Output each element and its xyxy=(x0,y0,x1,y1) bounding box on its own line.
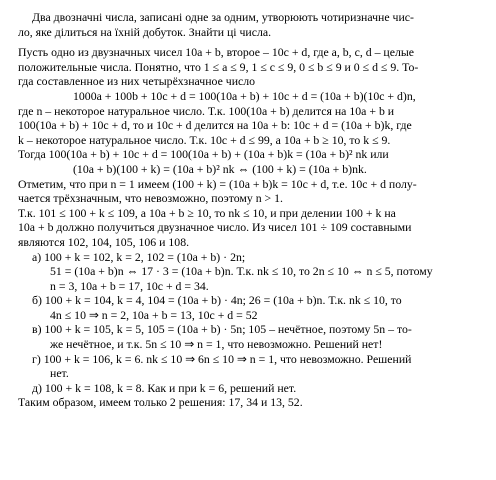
solution-line: Пусть одно из двузначных чисел 10a + b, второе – 10c + d, где a, b, c, d – целые xyxy=(18,45,415,60)
solution-text xyxy=(18,45,484,249)
case-line: n = 3, 10a + b = 17, 10c + d = 34. xyxy=(50,278,209,293)
cases-list xyxy=(18,250,484,396)
case-line: д) 100 + k = 108, k = 8. Как и при k = 6, решений нет. xyxy=(32,380,297,395)
problem-line: Два двозначні числа, записані одне за одним, утворюють чотиризначне чис- xyxy=(32,10,414,24)
case-line: же нечётное, и т.к. 5n ≤ 10 ⇒ n = 1, что невозможно. Решений нет! xyxy=(50,337,383,352)
conclusion-line: Таким образом, имеем только 2 решения: 17, 34 и 13, 52. xyxy=(18,395,303,410)
case-line: нет. xyxy=(50,366,69,381)
solution-line: k – некоторое натуральное число. Т.к. 10c + d ≤ 99, а 10a + b ≥ 10, то k ≤ 9. xyxy=(18,132,391,147)
solution-line: Т.к. 101 ≤ 100 + k ≤ 109, а 10a + b ≥ 10, то nk ≤ 10, и при делении 100 + k на xyxy=(18,205,396,220)
equation-line: (10a + b)(100 + k) = (10a + b)² nk ⇔ (100 + k) = (10a + b)nk. xyxy=(73,161,367,176)
case-line: в) 100 + k = 105, k = 5, 105 = (10a + b) · 5n; 105 – нечётное, поэтому 5n – то- xyxy=(32,322,412,337)
solution-line: Тогда 100(10a + b) + 10c + d = 100(10a + b) + (10a + b)k = (10a + b)² nk или xyxy=(18,147,389,162)
solution-line: где n – некоторое натуральное число. Т.к. 100(10a + b) делится на 10a + b и xyxy=(18,103,395,118)
solution-line: гда составленное из них четырёхзначное число xyxy=(18,74,256,89)
case-line: г) 100 + k = 106, k = 6. nk ≤ 10 ⇒ 6n ≤ 10 ⇒ n = 1, что невозможно. Решений xyxy=(32,351,412,366)
equation-line: 1000a + 100b + 10c + d = 100(10a + b) + 10c + d = (10a + b)(10c + d)n, xyxy=(73,88,416,103)
case-line: а) 100 + k = 102, k = 2, 102 = (10a + b) · 2n; xyxy=(32,249,246,264)
solution-line: являются 102, 104, 105, 106 и 108. xyxy=(18,234,190,249)
problem-line: ло, яке ділиться на їхній добуток. Знайти ці числа. xyxy=(18,24,272,39)
case-line: б) 100 + k = 104, k = 4, 104 = (10a + b) · 4n; 26 = (10a + b)n. Т.к. nk ≤ 10, то xyxy=(32,293,402,308)
solution-line: 100(10a + b) + 10c + d, то и 10c + d делится на 10a + b: 10c + d = (10a + b)k, где xyxy=(18,118,412,133)
solution-line: 10a + b должно получиться двузначное число. Из чисел 101 ÷ 109 составными xyxy=(18,220,412,235)
solution-line: Отметим, что при n = 1 имеем (100 + k) = (10a + b)k = 10c + d, т.е. 10c + d полу- xyxy=(18,176,417,191)
problem-statement xyxy=(18,10,484,39)
case-line: 4n ≤ 10 ⇒ n = 2, 10a + b = 13, 10c + d = 52 xyxy=(50,307,258,322)
case-line: 51 = (10a + b)n ⇔ 17 · 3 = (10a + b)n. Т.к. nk ≤ 10, то 2n ≤ 10 ⇔ n ≤ 5, потому xyxy=(50,264,433,279)
solution-line: чается трёхзначным, что невозможно, поэтому n > 1. xyxy=(18,191,284,206)
solution-line: положительные числа. Понятно, что 1 ≤ a ≤ 9, 1 ≤ c ≤ 9, 0 ≤ b ≤ 9 и 0 ≤ d ≤ 9. То- xyxy=(18,59,419,74)
